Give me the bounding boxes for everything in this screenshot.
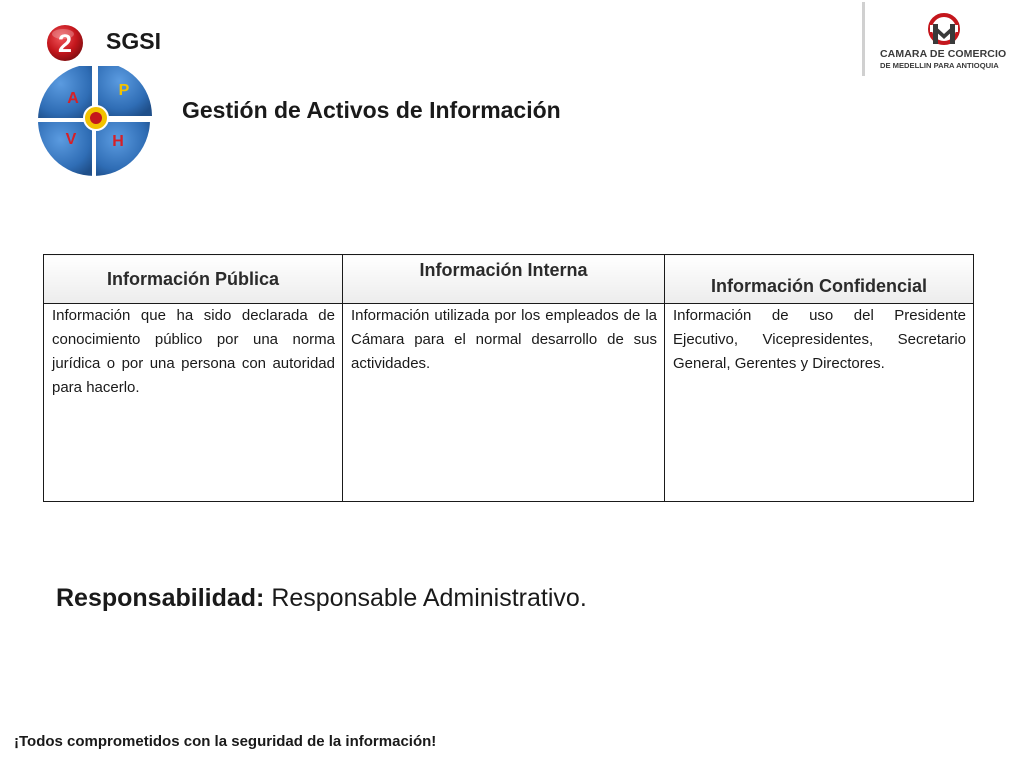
information-classification-table <box>43 254 974 502</box>
logo-text-main: CAMARA DE COMERCIO <box>880 48 1007 60</box>
responsibility-statement <box>56 584 587 613</box>
responsibility-value: Responsable Administrativo. <box>264 584 587 612</box>
header-confidential-information: Información Confidencial <box>665 255 974 304</box>
phva-check-letter: V <box>65 131 77 148</box>
table-header-row <box>44 255 974 304</box>
table-row <box>44 304 974 502</box>
public-information-description: Información que ha sido declarada de conocimiento público por una norma jurídica o por una persona con autoridad para hacerlo. <box>44 304 343 502</box>
step-number: 2 <box>58 30 72 58</box>
header-divider <box>862 2 865 76</box>
header-public-information: Información Pública <box>44 255 343 304</box>
internal-information-description: Información utilizada por los empleados de la Cámara para el normal desarrollo de sus actividades. <box>343 304 665 502</box>
section-label: SGSI <box>106 28 161 54</box>
phva-plan-letter: P <box>118 82 130 99</box>
header-internal-information: Información Interna <box>343 255 665 304</box>
chamber-logo-icon <box>880 12 1020 48</box>
page-title: Gestión de Activos de Información <box>182 97 561 123</box>
chamber-of-commerce-logo <box>880 12 1020 74</box>
logo-text-sub: DE MEDELLIN PARA ANTIOQUIA <box>880 61 999 70</box>
phva-do-letter: H <box>112 133 124 150</box>
step-badge-icon <box>46 24 84 62</box>
phva-act-letter: A <box>67 90 79 107</box>
phva-cycle-wheel <box>36 66 156 176</box>
responsibility-label: Responsabilidad: <box>56 584 265 612</box>
step-number-badge <box>46 24 84 62</box>
footer-slogan: ¡Todos comprometidos con la seguridad de la información! <box>14 733 437 750</box>
confidential-information-description: Información de uso del Presidente Ejecutivo, Vicepresidentes, Secretario General, Gerentes y Directores. <box>665 304 974 502</box>
